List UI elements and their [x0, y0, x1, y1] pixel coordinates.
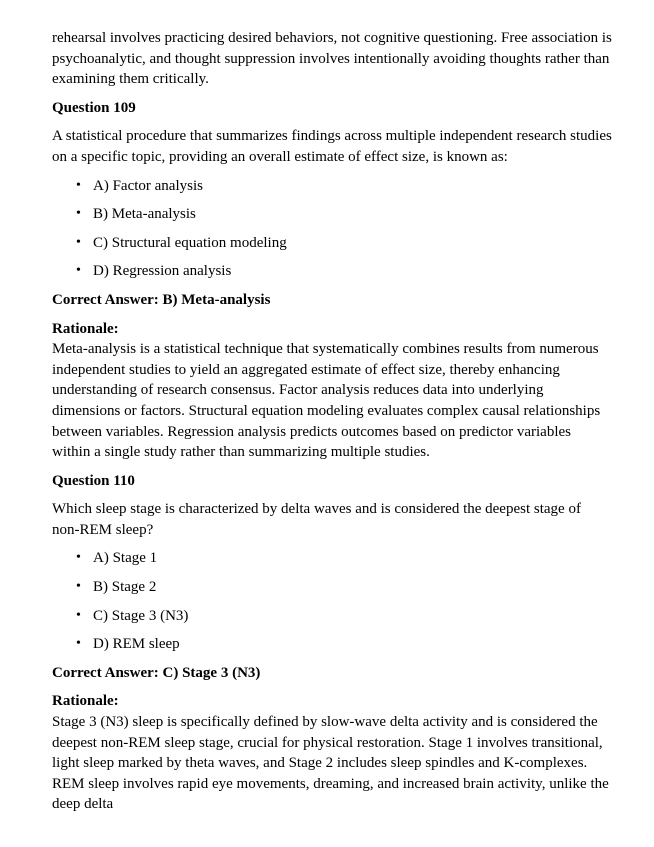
question-110-prompt: Which sleep stage is characterized by delta waves and is considered the deepest stage of non-REM sleep? — [52, 501, 581, 538]
bullet-icon: • — [76, 206, 81, 222]
intro-paragraph: rehearsal involves practicing desired behaviors, not cognitive questioning. Free association is psychoanalytic, and thought suppression involves intentionally avoiding thoughts rather than examining them critically. — [52, 30, 612, 88]
rationale-label: Rationale: — [52, 693, 119, 710]
question-110-heading: Question 110 — [52, 472, 135, 489]
bullet-icon: • — [76, 607, 81, 623]
question-110-options — [52, 548, 612, 654]
rationale-text: Meta-analysis is a statistical technique that systematically combines results from numerous independent studies to yield an aggregated estimate of effect size, thereby enhancing understanding of research consensus. Factor analysis reduces data into underlying dimensions or factors. Structural equation modeling evaluates complex causal relationships between variables. Regression analysis predicts outcomes based on predictor variables within a single study rather than summarizing multiple studies. — [52, 341, 601, 461]
rationale-text: Stage 3 (N3) sleep is specifically defined by slow-wave delta activity and is considered the deepest non-REM sleep stage, crucial for physical restoration. Stage 1 involves transitional, light sleep marked by theta waves, and Stage 2 includes sleep spindles and K-complexes. REM sleep involves rapid eye movements, dreaming, and increased brain activity, unlike the deep delta — [52, 714, 609, 813]
option-label: B) Meta-analysis — [93, 206, 196, 223]
question-109-heading: Question 109 — [52, 99, 136, 116]
bullet-icon: • — [76, 234, 81, 250]
option-item — [52, 261, 612, 282]
question-109-rationale — [52, 319, 612, 463]
option-item — [52, 204, 612, 225]
option-label: C) Structural equation modeling — [93, 234, 287, 251]
question-109-prompt: A statistical procedure that summarizes findings across multiple independent research studies on a specific topic, providing an overall estimate of effect size, is known as: — [52, 128, 612, 165]
question-109-options — [52, 176, 612, 282]
option-label: D) REM sleep — [93, 636, 180, 653]
question-110-correct-answer: Correct Answer: C) Stage 3 (N3) — [52, 664, 261, 681]
option-item — [52, 548, 612, 569]
option-label: A) Stage 1 — [93, 550, 158, 567]
bullet-icon: • — [76, 263, 81, 279]
option-label: B) Stage 2 — [93, 579, 157, 596]
option-label: A) Factor analysis — [93, 177, 203, 194]
bullet-icon: • — [76, 636, 81, 652]
rationale-label: Rationale: — [52, 320, 119, 337]
bullet-icon: • — [76, 177, 81, 193]
option-label: C) Stage 3 (N3) — [93, 607, 189, 624]
question-110-rationale — [52, 691, 612, 815]
question-109-correct-answer: Correct Answer: B) Meta-analysis — [52, 291, 271, 308]
bullet-icon: • — [76, 579, 81, 595]
option-item — [52, 577, 612, 598]
option-item — [52, 176, 612, 197]
option-item — [52, 634, 612, 655]
bullet-icon: • — [76, 550, 81, 566]
option-label: D) Regression analysis — [93, 263, 232, 280]
option-item — [52, 233, 612, 254]
option-item — [52, 606, 612, 627]
